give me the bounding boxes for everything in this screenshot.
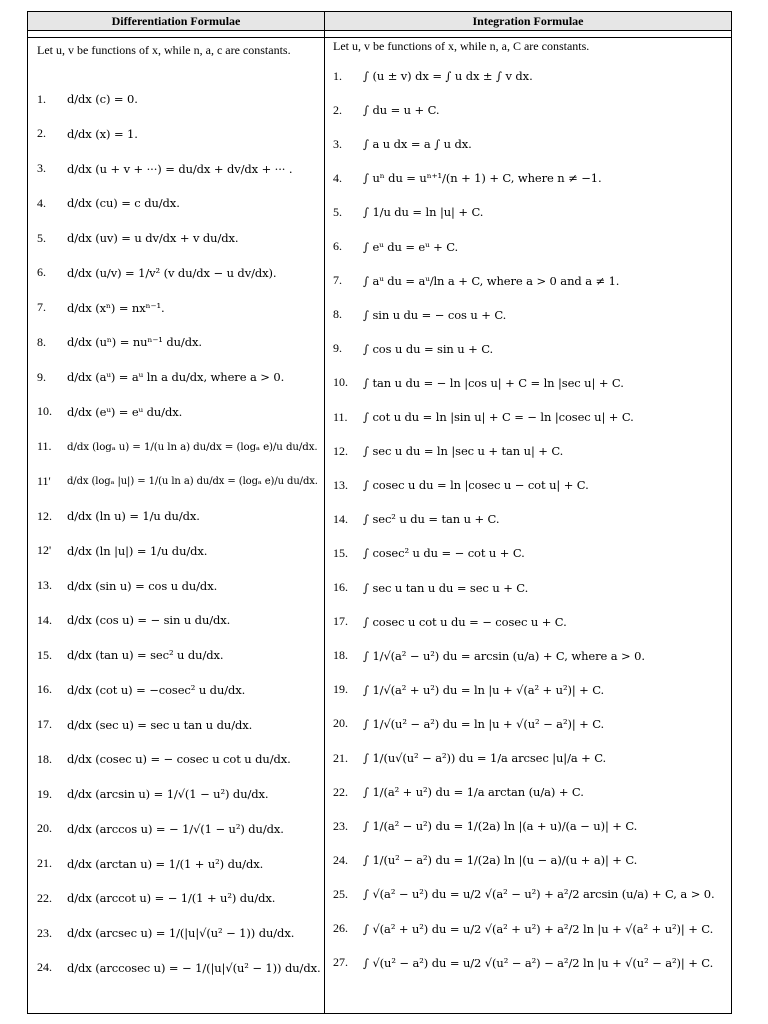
integral-formula-expression: ∫ cot u du = ln |sin u| + C = − ln |cosec u| + C. xyxy=(363,410,634,424)
derivative-formula-row xyxy=(37,327,321,357)
integral-formula-row xyxy=(333,743,728,773)
derivative-formula-expression: d/dx (sec u) = sec u tan u du/dx. xyxy=(67,717,253,732)
integral-formula-row xyxy=(333,470,728,500)
derivative-formula-number: 11. xyxy=(37,439,52,453)
derivative-formula-row xyxy=(37,501,321,531)
integral-formula-expression: ∫ a u dx = a ∫ u dx. xyxy=(363,137,472,152)
integral-formula-number: 5. xyxy=(333,204,342,219)
integral-formula-expression: ∫ cos u du = sin u + C. xyxy=(363,341,494,356)
integral-formula-expression: ∫ 1/(a² − u²) du = 1/(2a) ln |(a + u)/(a − u)| + C. xyxy=(363,819,638,834)
derivative-formula-expression: d/dx (uⁿ) = nuⁿ⁻¹ du/dx. xyxy=(67,335,202,350)
derivative-formula-number: 16. xyxy=(37,682,52,697)
derivative-formula-row xyxy=(37,119,321,149)
derivative-formula-number: 9. xyxy=(37,369,46,384)
integral-formula-row xyxy=(333,266,728,296)
integral-formula-number: 14. xyxy=(333,511,348,526)
integral-formula-row xyxy=(333,163,728,193)
integral-formula-number: 27. xyxy=(333,955,348,970)
derivative-formula-expression: d/dx (cu) = c du/dx. xyxy=(67,196,180,211)
derivative-formula-expression: d/dx (uv) = u dv/dx + v du/dx. xyxy=(67,231,239,245)
derivative-formula-row xyxy=(37,918,321,948)
integral-formula-expression: ∫ sec² u du = tan u + C. xyxy=(363,512,500,527)
integral-formula-number: 7. xyxy=(333,273,342,288)
derivative-formula-expression: d/dx (logₐ u) = 1/(u ln a) du/dx = (logₐ e)/u du/dx. xyxy=(67,440,318,453)
integral-formula-expression: ∫ (u ± v) dx = ∫ u dx ± ∫ v dx. xyxy=(363,69,533,83)
integral-formula-expression: ∫ sec u tan u du = sec u + C. xyxy=(363,580,529,595)
integral-formula-row xyxy=(333,811,728,841)
integral-formula-expression: ∫ 1/(u² − a²) du = 1/(2a) ln |(u − a)/(u + a)| + C. xyxy=(363,853,638,868)
integral-formula-row xyxy=(333,197,728,227)
derivative-formula-number: 2. xyxy=(37,126,46,141)
derivative-formula-expression: d/dx (u + v + ···) = du/dx + dv/dx + ··· . xyxy=(67,161,293,176)
derivative-formula-row xyxy=(37,188,321,218)
derivative-formula-row xyxy=(37,432,321,462)
integral-formula-number: 15. xyxy=(333,545,348,560)
integral-formula-expression: ∫ √(u² − a²) du = u/2 √(u² − a²) − a²/2 ln |u + √(u² − a²)| + C. xyxy=(363,955,714,970)
integral-formula-row xyxy=(333,948,728,978)
integral-formula-row xyxy=(333,61,728,91)
derivative-formula-number: 24. xyxy=(37,960,52,975)
integral-formula-number: 1. xyxy=(333,68,342,83)
derivative-formula-expression: d/dx (arccosec u) = − 1/(|u|√(u² − 1)) du/dx. xyxy=(67,960,321,975)
integral-formula-expression: ∫ uⁿ du = uⁿ⁺¹/(n + 1) + C, where n ≠ −1. xyxy=(363,171,602,186)
derivative-formula-number: 12. xyxy=(37,508,52,523)
integral-formula-expression: ∫ cosec u du = ln |cosec u − cot u| + C. xyxy=(363,478,589,493)
derivative-formula-row xyxy=(37,397,321,427)
derivative-formula-expression: d/dx (c) = 0. xyxy=(67,92,138,106)
derivative-formula-row xyxy=(37,814,321,844)
integral-formula-number: 22. xyxy=(333,784,348,799)
integral-formula-number: 9. xyxy=(333,341,342,356)
integral-formula-row xyxy=(333,845,728,875)
derivative-formula-number: 13. xyxy=(37,578,52,592)
integral-formula-number: 18. xyxy=(333,648,348,663)
derivative-formula-number: 20. xyxy=(37,821,52,836)
derivative-formula-row xyxy=(37,640,321,670)
derivative-formula-expression: d/dx (cos u) = − sin u du/dx. xyxy=(67,613,231,628)
integral-formula-expression: ∫ eᵘ du = eᵘ + C. xyxy=(363,239,459,254)
integral-formula-number: 12. xyxy=(333,443,348,458)
integral-formula-row xyxy=(333,573,728,603)
derivative-formula-expression: d/dx (u/v) = 1/v² (v du/dx − u dv/dx). xyxy=(67,265,277,280)
integral-formula-number: 20. xyxy=(333,716,348,731)
derivative-formula-expression: d/dx (arccos u) = − 1/√(1 − u²) du/dx. xyxy=(67,821,284,836)
derivative-formula-row xyxy=(37,362,321,392)
integral-formula-expression: ∫ 1/√(u² − a²) du = ln |u + √(u² − a²)| + C. xyxy=(363,716,605,731)
integral-formula-number: 21. xyxy=(333,750,348,765)
derivative-formula-row xyxy=(37,154,321,184)
integral-formula-row xyxy=(333,300,728,330)
derivative-formula-number: 22. xyxy=(37,890,52,905)
derivative-formula-number: 4. xyxy=(37,195,46,210)
derivative-formula-number: 17. xyxy=(37,717,52,731)
integral-formula-expression: ∫ du = u + C. xyxy=(363,103,440,118)
derivative-formula-row xyxy=(37,223,321,253)
integral-formula-number: 25. xyxy=(333,886,348,901)
integral-formula-expression: ∫ 1/(a² + u²) du = 1/a arctan (u/a) + C. xyxy=(363,785,584,800)
integral-formula-row xyxy=(333,334,728,364)
integral-formula-number: 6. xyxy=(333,239,342,253)
derivative-formula-number: 3. xyxy=(37,161,46,175)
derivative-formula-expression: d/dx (xⁿ) = nxⁿ⁻¹. xyxy=(67,300,165,315)
derivative-formula-expression: d/dx (cosec u) = − cosec u cot u du/dx. xyxy=(67,752,291,767)
derivative-formula-expression: d/dx (logₐ |u|) = 1/(u ln a) du/dx = (logₐ e)/u du/dx. xyxy=(67,475,318,487)
derivative-formula-row xyxy=(37,84,321,114)
integral-formula-number: 4. xyxy=(333,170,342,185)
derivative-formula-expression: d/dx (ln u) = 1/u du/dx. xyxy=(67,509,200,523)
derivative-formula-number: 11' xyxy=(37,473,51,488)
integral-formula-expression: ∫ 1/u du = ln |u| + C. xyxy=(363,205,484,220)
derivative-formula-number: 5. xyxy=(37,230,46,245)
derivative-formula-row xyxy=(37,710,321,740)
derivative-formula-expression: d/dx (arctan u) = 1/(1 + u²) du/dx. xyxy=(67,856,264,871)
derivative-formula-row xyxy=(37,466,321,496)
derivative-formula-row xyxy=(37,675,321,705)
integral-formula-number: 19. xyxy=(333,682,348,697)
integral-formula-row xyxy=(333,368,728,398)
integral-formula-number: 3. xyxy=(333,136,342,151)
integral-formula-expression: ∫ sec u du = ln |sec u + tan u| + C. xyxy=(363,444,564,459)
derivative-formula-number: 15. xyxy=(37,647,52,662)
integral-formula-row xyxy=(333,402,728,432)
integral-formula-number: 11. xyxy=(333,409,348,424)
derivative-formula-number: 23. xyxy=(37,925,52,940)
derivative-formula-number: 1. xyxy=(37,91,46,106)
integral-formula-expression: ∫ 1/(u√(u² − a²)) du = 1/a arcsec |u|/a + C. xyxy=(363,751,607,765)
integral-formula-number: 24. xyxy=(333,852,348,867)
integral-formula-row xyxy=(333,709,728,739)
integral-formula-number: 2. xyxy=(333,102,342,117)
integration-header: Integration Formulae xyxy=(325,12,731,31)
derivative-formula-row xyxy=(37,953,321,983)
integral-formula-row xyxy=(333,914,728,944)
derivative-formula-row xyxy=(37,605,321,635)
integral-formula-number: 8. xyxy=(333,307,342,322)
integral-formula-number: 13. xyxy=(333,477,348,492)
integral-formula-expression: ∫ cosec² u du = − cot u + C. xyxy=(363,546,525,561)
integral-formula-row xyxy=(333,607,728,637)
derivative-formula-row xyxy=(37,293,321,323)
integral-formula-number: 16. xyxy=(333,580,348,594)
integral-formula-row xyxy=(333,504,728,534)
integral-formula-row xyxy=(333,232,728,262)
derivative-formula-row xyxy=(37,744,321,774)
integral-formula-expression: ∫ √(a² − u²) du = u/2 √(a² − u²) + a²/2 arcsin (u/a) + C, a > 0. xyxy=(363,887,715,902)
derivative-formula-number: 8. xyxy=(37,334,46,349)
integral-formula-expression: ∫ 1/√(a² − u²) du = arcsin (u/a) + C, where a > 0. xyxy=(363,648,645,663)
derivative-formula-number: 10. xyxy=(37,404,52,419)
integral-formula-expression: ∫ tan u du = − ln |cos u| + C = ln |sec u| + C. xyxy=(363,375,624,390)
derivative-formula-expression: d/dx (arcsin u) = 1/√(1 − u²) du/dx. xyxy=(67,787,269,801)
derivative-formula-expression: d/dx (cot u) = −cosec² u du/dx. xyxy=(67,682,246,697)
derivative-formula-expression: d/dx (sin u) = cos u du/dx. xyxy=(67,578,218,593)
integral-formula-number: 23. xyxy=(333,818,348,833)
integral-formula-expression: ∫ cosec u cot u du = − cosec u + C. xyxy=(363,614,567,629)
derivative-formula-row xyxy=(37,849,321,879)
integral-formula-number: 10. xyxy=(333,375,348,390)
integral-formula-expression: ∫ aᵘ du = aᵘ/ln a + C, where a > 0 and a ≠ 1. xyxy=(363,273,620,288)
integral-formula-row xyxy=(333,879,728,909)
integral-formula-row xyxy=(333,538,728,568)
derivative-formula-row xyxy=(37,258,321,288)
derivative-formula-number: 19. xyxy=(37,786,52,801)
derivative-formula-row xyxy=(37,883,321,913)
integral-formula-row xyxy=(333,436,728,466)
derivative-formula-expression: d/dx (x) = 1. xyxy=(67,126,138,141)
derivative-formula-number: 12' xyxy=(37,543,52,558)
integration-intro: Let u, v be functions of x, while n, a, C are constants. xyxy=(333,39,590,53)
integral-formula-row xyxy=(333,777,728,807)
derivative-formula-row xyxy=(37,536,321,566)
integral-formula-row xyxy=(333,95,728,125)
integral-formula-number: 26. xyxy=(333,921,348,935)
derivative-formula-expression: d/dx (arccot u) = − 1/(1 + u²) du/dx. xyxy=(67,891,276,906)
derivative-formula-expression: d/dx (ln |u|) = 1/u du/dx. xyxy=(67,543,208,558)
integral-formula-row xyxy=(333,641,728,671)
derivative-formula-number: 21. xyxy=(37,856,52,870)
derivative-formula-number: 14. xyxy=(37,612,52,627)
column-divider xyxy=(324,12,325,1013)
derivative-formula-row xyxy=(37,571,321,601)
integral-formula-expression: ∫ 1/√(a² + u²) du = ln |u + √(a² + u²)| + C. xyxy=(363,682,605,697)
formula-sheet xyxy=(27,11,732,1014)
integral-formula-expression: ∫ sin u du = − cos u + C. xyxy=(363,307,507,322)
derivative-formula-expression: d/dx (eᵘ) = eᵘ du/dx. xyxy=(67,404,183,419)
derivative-formula-expression: d/dx (arcsec u) = 1/(|u|√(u² − 1)) du/dx. xyxy=(67,926,295,940)
derivative-formula-number: 6. xyxy=(37,265,46,280)
integral-formula-row xyxy=(333,129,728,159)
integral-formula-row xyxy=(333,675,728,705)
derivative-formula-expression: d/dx (tan u) = sec² u du/dx. xyxy=(67,648,224,662)
differentiation-header: Differentiation Formulae xyxy=(28,12,325,31)
derivative-formula-row xyxy=(37,779,321,809)
derivative-formula-number: 18. xyxy=(37,751,52,766)
derivative-formula-number: 7. xyxy=(37,300,46,314)
differentiation-intro: Let u, v be functions of x, while n, a, c are constants. xyxy=(37,43,291,57)
derivative-formula-expression: d/dx (aᵘ) = aᵘ ln a du/dx, where a > 0. xyxy=(67,370,285,384)
integral-formula-expression: ∫ √(a² + u²) du = u/2 √(a² + u²) + a²/2 ln |u + √(a² + u²)| + C. xyxy=(363,921,714,936)
integral-formula-number: 17. xyxy=(333,614,348,629)
